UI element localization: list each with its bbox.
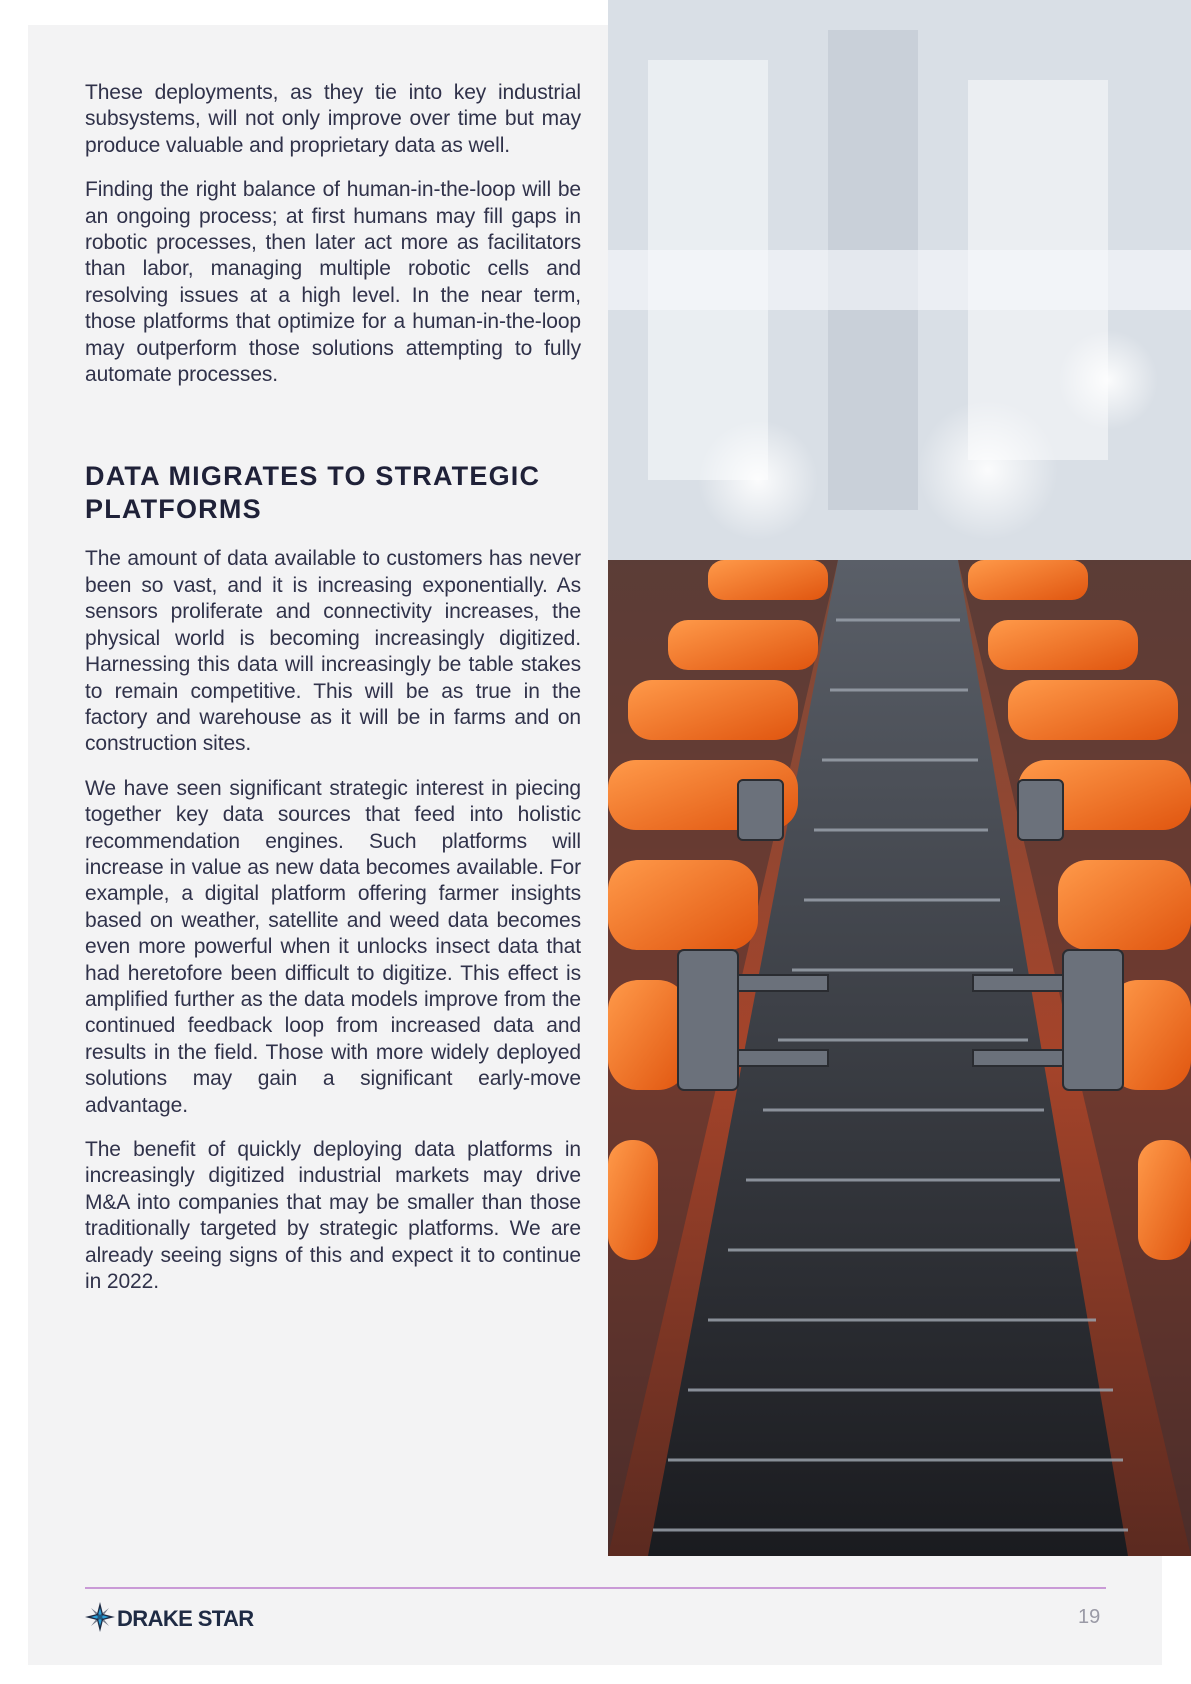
paragraph: The amount of data available to customers has never been so vast, and it is increasing exponentially. As sensors proliferate and connectivity increases, the physical world is becoming increasingly digitized. Harnessing this data will increasingly be table stakes to remain competitive. This will be as true in the factory and warehouse as it will be in farms and on construction sites. bbox=[85, 547, 581, 756]
text-column bbox=[85, 80, 581, 1313]
page-number: 19 bbox=[1078, 1606, 1101, 1628]
paragraph: These deployments, as they tie into key industrial subsystems, will not only improve over time but may produce valuable and proprietary data as well. bbox=[85, 81, 581, 157]
paragraph: Finding the right balance of human-in-the-loop will be an ongoing process; at first humans may fill gaps in robotic processes, then later act more as facilitators than labor, managing multiple robotic cells and resolving issues at a high level. In the near term, those platforms that optimize for a human-in-the-loop may outperform those solutions attempting to fully automate processes. bbox=[85, 178, 581, 387]
paragraph: The benefit of quickly deploying data platforms in increasingly digitized industrial markets may drive M&A into companies that may be smaller than those traditionally targeted by strategic platforms. We are already seeing signs of this and expect it to continue in 2022. bbox=[85, 1138, 581, 1294]
paragraph: We have seen significant strategic interest in piecing together key data sources that feed into holistic recommendation engines. Such platforms will increase in value as new data becomes available. For example, a digital platform offering farmer insights based on weather, satellite and weed data becomes even more powerful when it unlocks insect data that had heretofore been difficult to digitize. This effect is amplified further as the data models improve from the continued feedback loop from increased data and results in the field. Those with more widely deployed solutions may gain a significant early-move advantage. bbox=[85, 776, 581, 1117]
logo-text: DRAKE STAR bbox=[117, 1606, 254, 1631]
factory-robot-arms-photo bbox=[608, 0, 1191, 1556]
footer-divider bbox=[85, 1587, 1106, 1589]
star-compass-icon bbox=[85, 1602, 115, 1637]
section-heading: DATA MIGRATES TO STRATEGIC PLATFORMS bbox=[85, 461, 541, 525]
drake-star-logo bbox=[85, 1602, 254, 1636]
